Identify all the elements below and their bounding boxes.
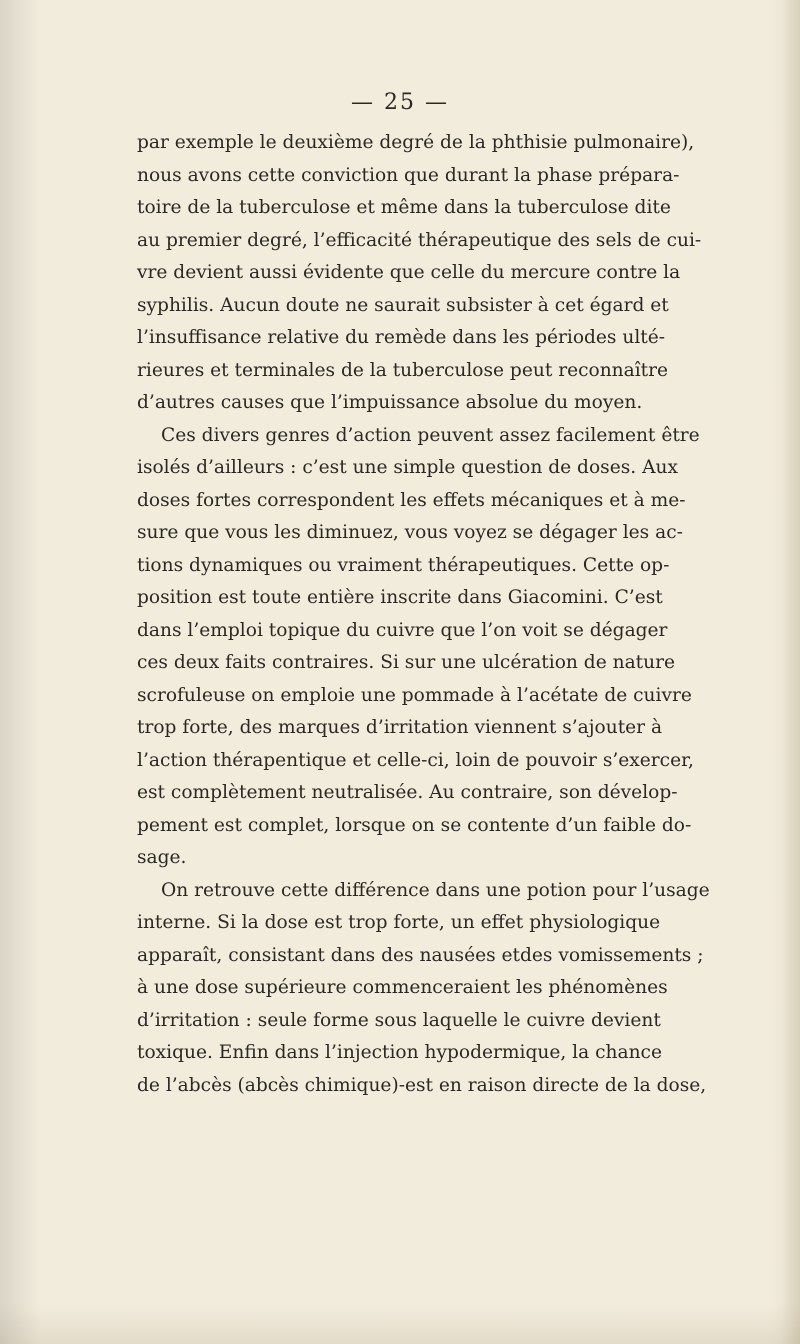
text-line: l’action thérapentique et celle-ci, loin de pouvoir s’exercer, — [137, 749, 694, 771]
text-line: à une dose supérieure commenceraient les phénomènes — [137, 977, 668, 998]
text-line: par exemple le deuxième degré de la phthisie pulmonaire), — [137, 132, 695, 153]
text-line: vre devient aussi évidente que celle du mercure contre la — [137, 262, 681, 283]
text-line: nous avons cette conviction que durant la phase prépara- — [137, 164, 680, 186]
text-line: de l’abcès (abcès chimique)-est en raison directe de la dose, — [137, 1074, 707, 1096]
paragraph-start: Ces divers genres d’action peuvent assez facilement être — [161, 424, 700, 446]
text-line: d’irritation : seule forme sous laquelle le cuivre devient — [137, 1009, 661, 1031]
text-line: dans l’emploi topique du cuivre que l’on voit se dégager — [137, 619, 668, 641]
text-line: sure que vous les diminuez, vous voyez se dégager les ac- — [137, 522, 683, 543]
text-line: doses fortes correspondent les effets mécaniques et à me- — [137, 489, 686, 511]
text-line: ces deux faits contraires. Si sur une ulcération de nature — [137, 652, 676, 673]
body-text — [137, 127, 710, 1102]
text-line: tions dynamiques ou vraiment thérapeutiques. Cette op- — [137, 554, 670, 576]
text-line: pement est complet, lorsque on se contente d’un faible do- — [137, 814, 692, 836]
page-number: — 25 — — [351, 90, 449, 115]
text-line: d’autres causes que l’impuissance absolue du moyen. — [137, 392, 643, 413]
text-line: interne. Si la dose est trop forte, un effet physiologique — [137, 912, 661, 933]
text-line: isolés d’ailleurs : c’est une simple question de doses. Aux — [137, 457, 678, 478]
text-line: trop forte, des marques d’irritation viennent s’ajouter à — [137, 717, 663, 738]
text-line: apparaît, consistant dans des nausées etdes vomissements ; — [137, 944, 704, 966]
text-line: l’insuffisance relative du remède dans les périodes ulté- — [137, 327, 666, 348]
text-line: syphilis. Aucun doute ne saurait subsister à cet égard et — [137, 294, 669, 316]
page-edge-shadow — [782, 0, 800, 1344]
text-line: toire de la tuberculose et même dans la tuberculose dite — [137, 197, 671, 218]
text-line: rieures et terminales de la tuberculose peut reconnaître — [137, 359, 669, 381]
text-line: position est toute entière inscrite dans Giacomini. C’est — [137, 587, 663, 608]
text-line: sage. — [137, 847, 187, 868]
text-line: est complètement neutralisée. Au contraire, son dévelop- — [137, 782, 678, 803]
text-line: au premier degré, l’efficacité thérapeutique des sels de cui- — [137, 229, 702, 251]
text-line: toxique. Enfin dans l’injection hypodermique, la chance — [137, 1042, 662, 1063]
paragraph-start: On retrouve cette différence dans une potion pour l’usage — [161, 879, 710, 901]
text-line: scrofuleuse on emploie une pommade à l’acétate de cuivre — [137, 684, 692, 706]
